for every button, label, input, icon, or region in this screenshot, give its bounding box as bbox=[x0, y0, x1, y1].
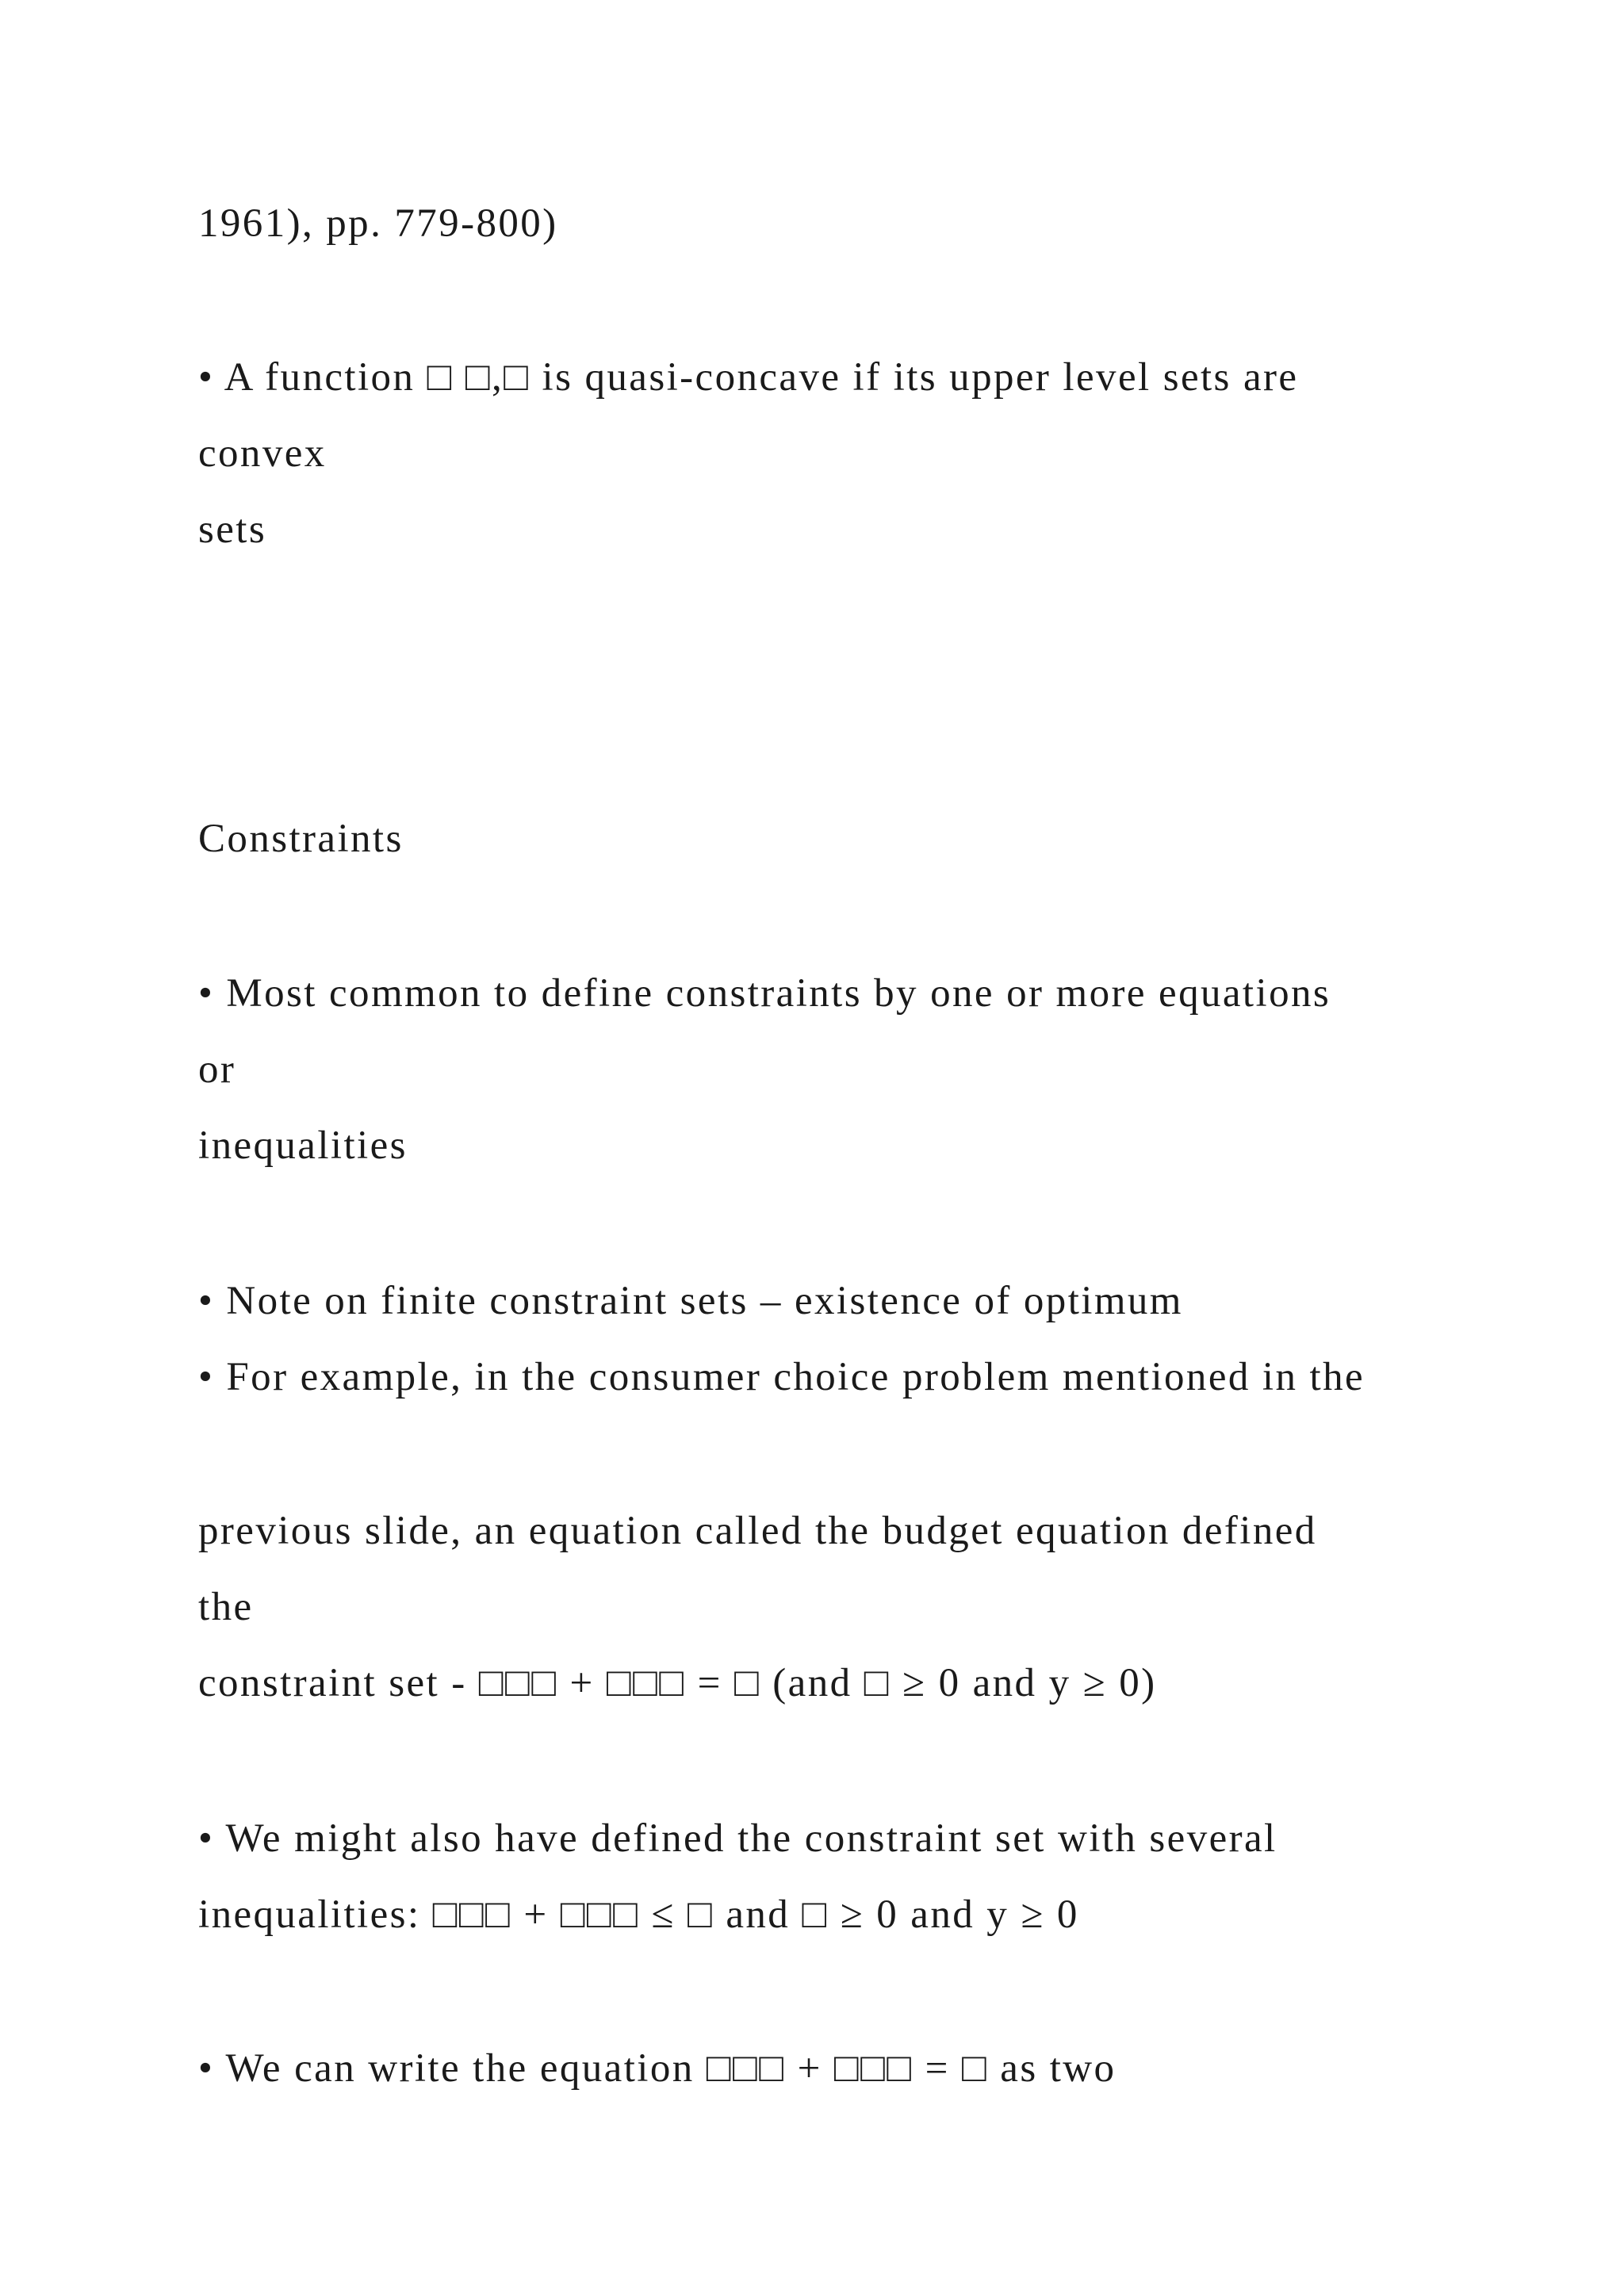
text-line: or bbox=[198, 1047, 236, 1092]
bullet-consumer-choice: • For example, in the consumer choice problem mentioned in the bbox=[198, 1355, 1365, 1399]
text-line: convex bbox=[198, 431, 327, 476]
text-line: the bbox=[198, 1585, 254, 1629]
bullet-finite-constraint-sets: • Note on finite constraint sets – existence of optimum bbox=[198, 1279, 1183, 1323]
section-heading-constraints: Constraints bbox=[198, 817, 404, 861]
text-line-inequalities: inequalities: □□□ + □□□ ≤ □ and □ ≥ 0 and y ≥ 0 bbox=[198, 1892, 1079, 1937]
text-line: previous slide, an equation called the budget equation defined bbox=[198, 1509, 1317, 1553]
text-line: sets bbox=[198, 507, 267, 552]
bullet-quasi-concave: • A function □ □,□ is quasi-concave if its upper level sets are bbox=[198, 355, 1299, 400]
bullet-several-inequalities: • We might also have defined the constraint set with several bbox=[198, 1816, 1277, 1861]
text-line-constraint-set: constraint set - □□□ + □□□ = □ (and □ ≥ 0 and y ≥ 0) bbox=[198, 1661, 1157, 1705]
bullet-write-equation: • We can write the equation □□□ + □□□ = □ as two bbox=[198, 2046, 1116, 2091]
text-line-citation: 1961), pp. 779-800) bbox=[198, 201, 558, 246]
bullet-define-constraints: • Most common to define constraints by one or more equations bbox=[198, 971, 1331, 1016]
text-line: inequalities bbox=[198, 1123, 408, 1168]
